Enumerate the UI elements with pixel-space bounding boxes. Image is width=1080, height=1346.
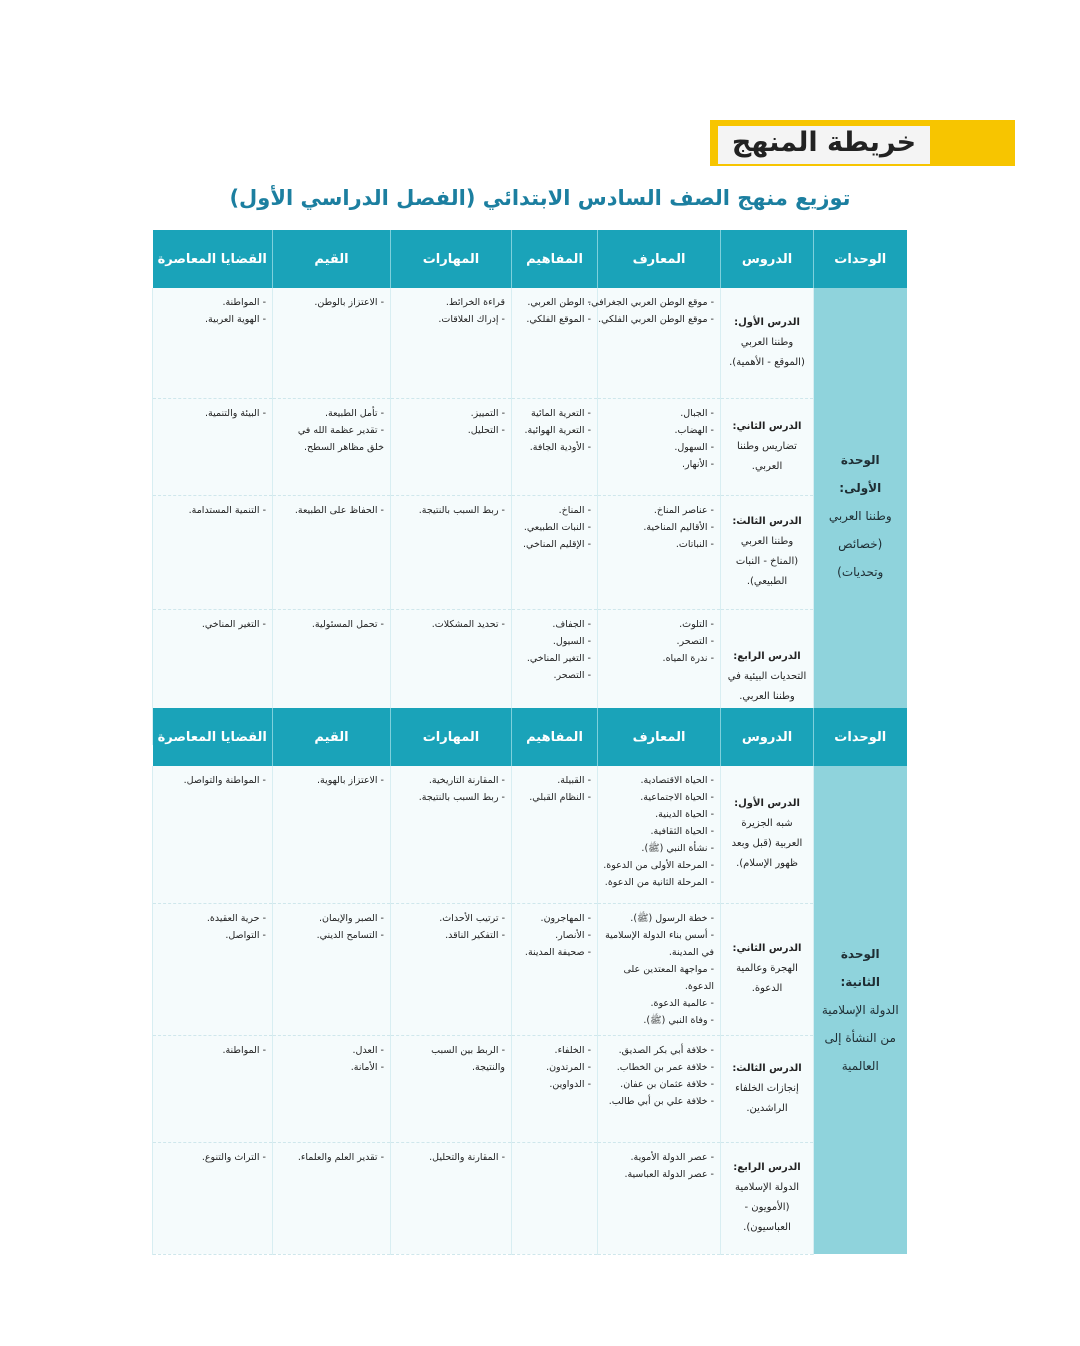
unit-cell: [814, 766, 907, 1254]
lesson-title: الدرس الأول:: [734, 798, 800, 810]
concepts-item: - الموقع الفلكي.: [526, 314, 591, 325]
skills-item: - المقارنة والتحليل.: [429, 1151, 505, 1163]
issues-item: - الهوية العربية.: [204, 314, 266, 325]
skills-cell: [391, 288, 512, 398]
concepts-cell: [512, 495, 598, 609]
concepts-item: - السيول.: [552, 635, 591, 647]
unit-name: وطننا العربي (خصائص وتحديات): [828, 509, 892, 579]
knowledge-item: - عصر الدولة الأموية.: [630, 1151, 714, 1163]
lesson-name: الهجرة وعالمية الدعوة.: [736, 963, 798, 994]
issues-item: - حرية العقيدة.: [206, 912, 266, 924]
knowledge-item: - عالمية الدعوة.: [650, 997, 714, 1009]
knowledge-item: - عصر الدولة العباسية.: [624, 1168, 714, 1180]
values-item: - الصبر والإيمان.: [318, 912, 384, 924]
skills-cell: [391, 398, 512, 495]
header-lessons: الدروس: [721, 708, 814, 766]
unit-cell: [814, 288, 907, 744]
unit-2-table: [152, 708, 907, 1255]
knowledge-item: - الحياة الاجتماعية.: [640, 792, 714, 803]
concepts-item: - النبات الطبيعي.: [523, 521, 591, 533]
knowledge-item: الدعوة.: [684, 980, 714, 992]
concepts-item: - النظام القبلي.: [529, 792, 591, 803]
header-units: الوحدات: [814, 230, 907, 288]
issues-cell: [153, 766, 273, 903]
knowledge-item: - عناصر المناخ.: [653, 504, 714, 516]
skills-item: - ترتيب الأحداث.: [439, 912, 505, 924]
skills-item: - المقارنة التاريخية.: [428, 775, 505, 786]
knowledge-item: - السهول.: [674, 441, 714, 453]
table-header-row: [153, 230, 907, 288]
knowledge-item: - التلوث.: [679, 618, 714, 630]
knowledge-item: - أسس بناء الدولة الإسلامية: [605, 929, 714, 941]
header-values: القيم: [273, 708, 391, 766]
knowledge-cell: [598, 766, 721, 903]
knowledge-item: - ندرة المياه.: [662, 652, 714, 664]
lesson-name: وطننا العربي (الموقع - الأهمية).: [729, 336, 805, 368]
lesson-name: شبه الجزيرة العربية (قبل وبعد ظهور الإسلام).: [731, 818, 803, 870]
issues-cell: [153, 903, 273, 1035]
lesson-row: [153, 288, 907, 398]
knowledge-item: - المرحلة الأولى من الدعوة.: [603, 860, 714, 871]
concepts-cell: [512, 766, 598, 903]
issues-item: - المواطنة.: [222, 1044, 266, 1056]
lesson-cell: [721, 288, 814, 398]
skills-item: - التفكير الناقد.: [445, 929, 505, 941]
concepts-cell: [512, 1035, 598, 1142]
issues-item: - التنمية المستدامة.: [188, 504, 266, 516]
table-header-row: [153, 708, 907, 766]
values-item: - تقدير عظمة الله في: [297, 424, 384, 436]
skills-cell: [391, 1142, 512, 1254]
lesson-row: [153, 398, 907, 495]
lesson-row: [153, 766, 907, 903]
header-units: الوحدات: [814, 708, 907, 766]
lesson-title: الدرس الرابع:: [733, 650, 801, 662]
values-item: - العدل.: [352, 1044, 384, 1056]
skills-cell: [391, 766, 512, 903]
skills-item: - إدراك العلاقات.: [438, 314, 505, 325]
page-title: خريطة المنهج: [731, 127, 917, 158]
knowledge-item: - التصحر.: [676, 635, 714, 647]
issues-item: - التراث والتنوع.: [201, 1151, 266, 1163]
header-skills: المهارات: [391, 708, 512, 766]
issues-item: - المواطنة والتواصل.: [183, 775, 266, 786]
knowledge-cell: [598, 398, 721, 495]
knowledge-cell: [598, 1035, 721, 1142]
concepts-cell: [512, 398, 598, 495]
lesson-cell: [721, 398, 814, 495]
unit-name: الدولة الإسلامية من النشأة إلى العالمية: [821, 1003, 899, 1073]
values-cell: [273, 1035, 391, 1142]
header-lessons: الدروس: [721, 230, 814, 288]
unit-title: الوحدة الثانية:: [840, 947, 880, 989]
concepts-item: - القبيلة.: [557, 775, 591, 786]
concepts-item: - التعرية المائية: [531, 407, 591, 419]
values-item: - الاعتزاز بالهوية.: [316, 775, 384, 786]
values-item: - التسامح الديني.: [316, 929, 384, 941]
knowledge-item: - النباتات.: [675, 538, 714, 550]
knowledge-item: - خلافة علي بن أبي طالب.: [608, 1095, 714, 1107]
unit-title: الوحدة الأولى:: [839, 453, 882, 495]
skills-item: - ربط السبب بالنتيجة.: [418, 792, 505, 803]
values-item: - تقدير العلم والعلماء.: [297, 1151, 384, 1163]
knowledge-item: - الجبال.: [680, 407, 714, 419]
knowledge-item: - موقع الوطن العربي الفلكي.: [598, 314, 714, 325]
values-item: - تأمل الطبيعة.: [324, 407, 384, 419]
lesson-title: الدرس الثالث:: [732, 1062, 802, 1074]
lesson-cell: [721, 1142, 814, 1254]
skills-cell: [391, 1035, 512, 1142]
knowledge-item: - المرحلة الثانية من الدعوة.: [604, 877, 714, 888]
knowledge-item: - الأقاليم المناخية.: [643, 521, 714, 533]
knowledge-item: - خلافة أبي بكر الصديق.: [618, 1044, 714, 1056]
knowledge-cell: [598, 495, 721, 609]
concepts-cell: [512, 288, 598, 398]
lesson-title: الدرس الرابع:: [733, 1162, 801, 1173]
concepts-item: - المرتدون.: [546, 1061, 591, 1073]
skills-cell: [391, 495, 512, 609]
lesson-name: الدولة الإسلامية (الأمويون - العباسيون).: [734, 1182, 800, 1233]
knowledge-item: في المدينة.: [668, 946, 714, 958]
skills-cell: [391, 903, 512, 1035]
issues-cell: [153, 495, 273, 609]
lesson-title: الدرس الثاني:: [732, 420, 802, 432]
header-knowledge: المعارف: [598, 230, 721, 288]
lesson-title: الدرس الثالث:: [732, 516, 802, 527]
issues-item: - التغير المناخي.: [201, 618, 266, 630]
knowledge-item: - مواجهة المعتدين على: [623, 963, 714, 975]
concepts-item: - الإقليم المناخي.: [523, 538, 591, 550]
knowledge-cell: [598, 903, 721, 1035]
knowledge-item: - الحياة الاقتصادية.: [640, 775, 714, 786]
knowledge-cell: [598, 1142, 721, 1254]
values-cell: [273, 1142, 391, 1254]
values-cell: [273, 903, 391, 1035]
issues-cell: [153, 1142, 273, 1254]
issues-item: - البيئة والتنمية.: [204, 407, 266, 419]
knowledge-item: - نشأة النبي (ﷺ).: [641, 843, 714, 854]
values-item: - الأمانة.: [350, 1061, 384, 1073]
header-issues: القضايا المعاصرة: [153, 708, 273, 766]
lesson-row: [153, 1142, 907, 1254]
skills-item: والنتيجة.: [472, 1061, 505, 1073]
issues-cell: [153, 288, 273, 398]
lesson-cell: [721, 495, 814, 609]
issues-item: - المواطنة.: [222, 297, 266, 308]
concepts-item: - الوطن العربي.: [527, 297, 591, 308]
header-values: القيم: [273, 230, 391, 288]
skills-item: - تحديد المشكلات.: [431, 618, 505, 630]
header-concepts: المفاهيم: [512, 708, 598, 766]
knowledge-item: - الهضاب.: [674, 424, 714, 436]
concepts-item: - الأودية الجافة.: [529, 441, 591, 453]
concepts-cell: [512, 1142, 598, 1254]
values-cell: [273, 288, 391, 398]
skills-item: - ربط السبب بالنتيجة.: [418, 504, 505, 516]
knowledge-item: - الحياة الثقافية.: [650, 826, 714, 837]
knowledge-item: - وفاة النبي (ﷺ).: [643, 1014, 714, 1026]
concepts-item: - الجفاف.: [552, 618, 591, 630]
lesson-name: التحديات البيئية في وطننا العربي.: [727, 670, 807, 702]
header-knowledge: المعارف: [598, 708, 721, 766]
knowledge-cell: [588, 288, 721, 398]
concepts-item: - الدواوين.: [549, 1078, 591, 1090]
values-item: خلق مظاهر السطح.: [304, 441, 384, 453]
knowledge-item: - الأنهار.: [681, 458, 714, 470]
issues-cell: [153, 1035, 273, 1142]
lesson-name: وطننا العربي (المناخ - النبات الطبيعي).: [735, 536, 799, 587]
lesson-cell: [721, 1035, 814, 1142]
unit-1-table: [152, 230, 907, 745]
knowledge-item: - خطة الرسول (ﷺ).: [630, 912, 714, 924]
knowledge-item: - خلافة عثمان بن عفان.: [620, 1078, 714, 1090]
values-cell: [273, 495, 391, 609]
concepts-item: - التعرية الهوائية.: [524, 424, 591, 436]
skills-item: - التمييز.: [470, 407, 505, 419]
header-issues: القضايا المعاصرة: [153, 230, 273, 288]
lesson-title: الدرس الأول:: [734, 316, 800, 328]
lesson-row: [153, 1035, 907, 1142]
concepts-item: - التصحر.: [553, 669, 591, 681]
concepts-cell: [512, 903, 598, 1035]
values-item: - تحمل المسئولية.: [311, 618, 384, 630]
concepts-item: - الأنصار.: [555, 929, 591, 941]
concepts-item: - الخلفاء.: [554, 1044, 591, 1056]
values-cell: [273, 766, 391, 903]
skills-item: - التحليل.: [467, 424, 505, 436]
lesson-cell: [721, 903, 814, 1035]
curriculum-subtitle: توزيع منهج الصف السادس الابتدائي (الفصل الدراسي الأول): [229, 186, 851, 210]
values-item: - الحفاظ على الطبيعة.: [294, 504, 384, 516]
issues-cell: [153, 398, 273, 495]
header-concepts: المفاهيم: [512, 230, 598, 288]
knowledge-item: - الحياة الدينية.: [655, 809, 714, 820]
skills-item: - الربط بين السبب: [431, 1044, 505, 1056]
knowledge-item: - موقع الوطن العربي الجغرافي.: [588, 297, 714, 308]
concepts-item: - التغير المناخي.: [526, 652, 591, 664]
concepts-item: - المهاجرون.: [540, 912, 591, 924]
values-item: - الاعتزاز بالوطن.: [314, 297, 384, 308]
lesson-row: [153, 903, 907, 1035]
lesson-title: الدرس الثاني:: [732, 943, 802, 954]
lesson-name: تضاريس وطننا العربي.: [737, 440, 797, 472]
issues-item: - التواصل.: [225, 929, 266, 941]
values-cell: [273, 398, 391, 495]
concepts-item: - المناخ.: [558, 504, 591, 516]
header-skills: المهارات: [391, 230, 512, 288]
lesson-row: [153, 495, 907, 609]
lesson-name: إنجازات الخلفاء الراشدين.: [735, 1082, 799, 1114]
lesson-cell: [721, 766, 814, 903]
knowledge-item: - خلافة عمر بن الخطاب.: [616, 1061, 714, 1073]
page-title-banner: [710, 120, 1015, 166]
skills-item: قراءة الخرائط.: [445, 297, 505, 308]
concepts-item: - صحيفة المدينة.: [524, 946, 591, 958]
